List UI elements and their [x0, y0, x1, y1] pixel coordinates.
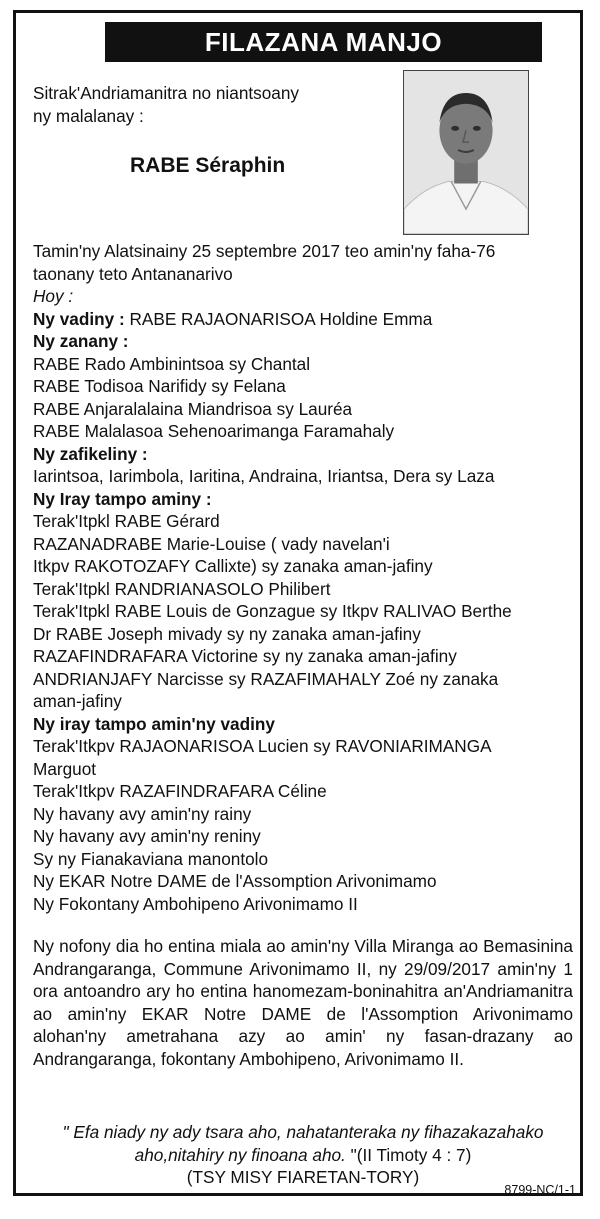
spouse-label: Ny vadiny : [33, 308, 125, 329]
portrait-photo [403, 70, 529, 235]
list-item: Terak'Itpkl RANDRIANASOLO Philibert [33, 578, 331, 599]
list-item: Ny Fokontany Ambohipeno Arivonimamo II [33, 893, 358, 914]
children-heading: Ny zanany : [33, 331, 129, 351]
list-item: RABE Rado Ambinintsoa sy Chantal [33, 353, 311, 374]
notice-reference: 8799-NC/1-1 [504, 1183, 576, 1197]
bible-quote [28, 1121, 578, 1189]
list-item: RABE Todisoa Narifidy sy Felana [33, 376, 286, 396]
notice-body [33, 240, 573, 915]
quote-line-2 [28, 1144, 578, 1167]
spouse-name: RABE RAJAONARISOA Holdine Emma [124, 308, 433, 329]
notice-title: FILAZANA MANJO [105, 22, 542, 62]
quote-line-1: " Efa niady ny ady tsara aho, nahatanteraka ny fihazakazahako [62, 1122, 544, 1142]
list-item: Ny EKAR Notre DAME de l'Assomption Arivonimamo [33, 871, 437, 891]
list-item: Sy ny Fianakaviana manontolo [33, 848, 269, 869]
list-item: Iarintsoa, Iarimbola, Iaritina, Andraina, Iriantsa, Dera sy Laza [33, 466, 495, 486]
list-item: Ny havany avy amin'ny rainy [33, 803, 252, 824]
hoy-label: Hoy : [33, 286, 74, 306]
intro-text [33, 82, 373, 128]
funeral-paragraph: Ny nofony dia ho entina miala ao amin'ny Villa Miranga ao Bemasinina Andrangaranga, Commune Arivonimamo II, ny 29/09/2017 amin'ny 1 ora antoandro ary ho entina hanomezam-boninahitra an'Andriamanitra ao amin'ny EKAR Notre DAME de l'Assomption Arivonimamo alohan'ny ametrahana azy ao amin' ny fasan-drazany ao Andrangaranga, fokontany Ambohipeno, Arivonimamo II. [33, 936, 573, 1069]
list-item: RAZANADRABE Marie-Louise ( vady navelan'i [33, 533, 390, 554]
siblings-heading: Ny Iray tampo aminy : [33, 488, 212, 509]
list-item: aman-jafiny [33, 691, 122, 711]
no-wake-note: (TSY MISY FIARETAN-TORY) [186, 1167, 420, 1187]
list-item: Marguot [33, 758, 97, 779]
list-item: Ny havany avy amin'ny reniny [33, 826, 261, 846]
list-item: Itkpv RAKOTOZAFY Callixte) sy zanaka aman-jafiny [33, 556, 433, 576]
spouse-siblings-heading: Ny iray tampo amin'ny vadiny [33, 713, 275, 734]
list-item: RABE Anjaralalaina Miandrisoa sy Lauréa [33, 398, 353, 419]
intro-line-1: Sitrak'Andriamanitra no niantsoany [33, 83, 300, 103]
list-item: Terak'Itpkl RABE Louis de Gonzague sy Itkpv RALIVAO Berthe [33, 601, 512, 621]
quote-reference: "(II Timoty 4 : 7) [345, 1144, 472, 1165]
list-item: Terak'Itkpv RAJAONARISOA Lucien sy RAVONIARIMANGA [33, 736, 492, 756]
date-line-cont: taonany teto Antananarivo [33, 263, 233, 284]
list-item: ANDRIANJAFY Narcisse sy RAZAFIMAHALY Zoé ny zanaka [33, 668, 499, 689]
spouse-line [33, 308, 573, 331]
list-item: Dr RABE Joseph mivady sy ny zanaka aman-jafiny [33, 623, 421, 644]
list-item: Terak'Itpkl RABE Gérard [33, 511, 220, 531]
list-item: RAZAFINDRAFARA Victorine sy ny zanaka aman-jafiny [33, 646, 457, 666]
intro-line-2: ny malalanay : [33, 106, 144, 126]
list-item: RABE Malalasoa Sehenoarimanga Faramahaly [33, 421, 395, 441]
grandchildren-heading: Ny zafikeliny : [33, 443, 148, 464]
list-item: Terak'Itkpv RAZAFINDRAFARA Céline [33, 781, 327, 801]
date-line: Tamin'ny Alatsinainy 25 septembre 2017 teo amin'ny faha-76 [33, 241, 496, 261]
deceased-name: RABE Séraphin [130, 154, 286, 177]
quote-line-2-text: aho,nitahiry ny finoana aho. [134, 1144, 346, 1165]
